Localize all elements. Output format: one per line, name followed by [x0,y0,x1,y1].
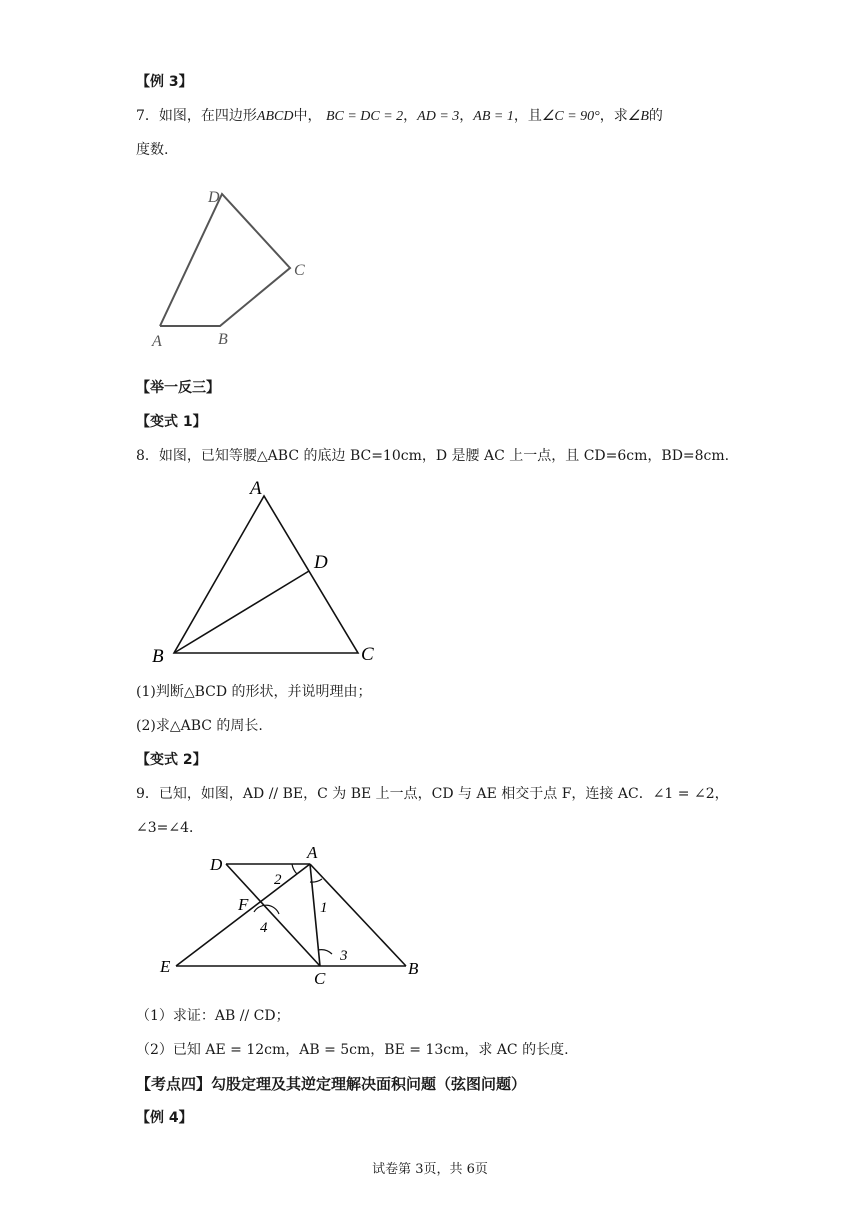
triangle-abc [174,496,358,653]
label-b: B [218,331,228,348]
page-footer: 试卷第 3页，共 6页 [372,1162,488,1177]
example3-header: 【例 3】 [136,74,193,90]
quadrilateral-figure [140,180,340,350]
label-a: A [152,333,162,350]
label-4: 4 [260,920,268,936]
practice-header: 【举一反三】 [136,380,220,396]
label-c: C [314,969,326,988]
triangle-figure [146,476,386,671]
q9-sub1: （1）求证：AB // CD； [136,1008,290,1024]
variant2-header: 【变式 2】 [136,752,207,768]
q9-sub2: （2）已知 AE = 12cm，AB = 5cm，BE = 13cm，求 AC 的长度. [136,1042,569,1058]
label-d: D [208,189,220,206]
label-d: D [210,855,223,874]
segment-bd [174,571,309,653]
label-3: 3 [340,948,348,964]
label-b: B [152,646,164,667]
label-a: A [250,478,262,499]
q9-line2: ∠3=∠4． [136,820,204,836]
q8-text: 8．如图，已知等腰△ABC 的底边 BC=10cm，D 是腰 AC 上一点，且 CD=6cm，BD=8cm. [136,448,730,464]
section4-header: 【考点四】勾股定理及其逆定理解决面积问题（弦图问题） [136,1075,527,1093]
label-d: D [314,552,328,573]
trapezoid-figure [150,842,440,992]
label-1: 1 [320,900,328,916]
arc-angle-2 [292,864,297,874]
q8-sub2: (2)求△ABC 的周长. [136,718,263,734]
label-e: E [160,957,171,976]
label-f: F [238,895,249,914]
q7-line1: 7．如图，在四边形ABCD中， BC = DC = 2，AD = 3，AB = 1，且∠C = 90°，求∠B的 [136,108,663,124]
q7-line2: 度数. [136,142,169,158]
label-c: C [361,644,374,665]
label-b: B [408,959,419,978]
q9-line1: 9．已知，如图，AD // BE，C 为 BE 上一点，CD 与 AE 相交于点 F，连接 AC．∠1 = ∠2， [136,786,729,802]
variant1-header: 【变式 1】 [136,414,207,430]
q8-sub1: (1)判断△BCD 的形状，并说明理由； [136,684,372,700]
arc-angle-3 [318,950,332,954]
label-c: C [294,262,305,279]
label-2: 2 [274,872,282,888]
label-a: A [307,843,318,862]
quad-shape [160,194,290,326]
example4-header: 【例 4】 [136,1110,193,1126]
arc-angle-4 [254,905,279,914]
